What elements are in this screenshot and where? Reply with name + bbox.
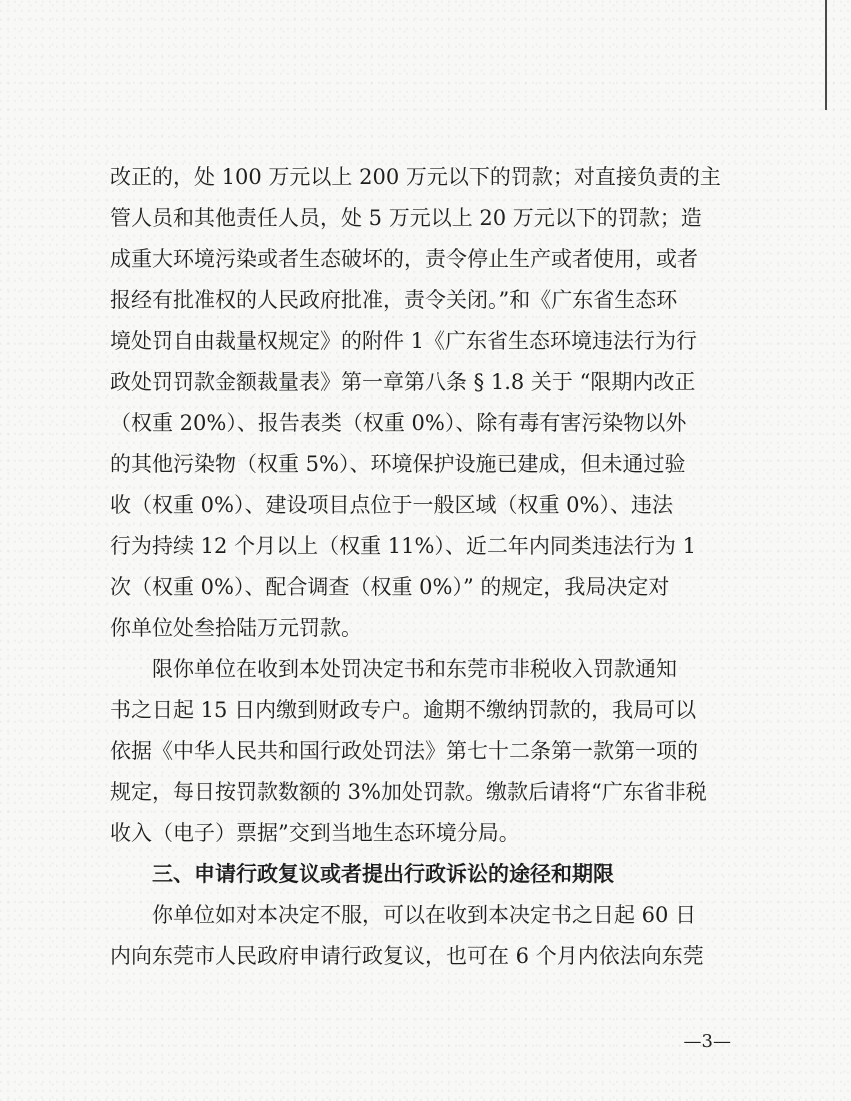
body-line-7: （权重 20%）、报告表类（权重 0%）、除有毒有害污染物以外 (110, 411, 687, 435)
body-line-4: 报经有批准权的人民政府批准，责令关闭。”和《广东省生态环 (110, 288, 678, 312)
body-line-10: 行为持续 12 个月以上（权重 11%）、近二年内同类违法行为 1 (110, 534, 696, 558)
final-line-2: 内向东莞市人民政府申请行政复议，也可在 6 个月内依法向东莞 (110, 944, 704, 968)
body-line-9: 收（权重 0%）、建设项目点位于一般区域（权重 0%）、违法 (110, 493, 673, 517)
body-line-16: 规定，每日按罚款数额的 3%加处罚款。缴款后请将“广东省非税 (110, 780, 707, 804)
body-line-11: 次（权重 0%）、配合调查（权重 0%）” 的规定，我局决定对 (110, 575, 670, 599)
body-line-13: 限你单位在收到本处罚决定书和东莞市非税收入罚款通知 (152, 657, 677, 681)
body-line-12: 你单位处叁拾陆万元罚款。 (110, 616, 362, 640)
body-line-3: 成重大环境污染或者生态破坏的，责令停止生产或者使用，或者 (110, 247, 698, 271)
section-heading: 三、申请行政复议或者提出行政诉讼的途径和期限 (152, 862, 614, 886)
final-line-1: 你单位如对本决定不服，可以在收到本决定书之日起 60 日 (152, 903, 697, 927)
body-line-1: 改正的，处 100 万元以上 200 万元以下的罚款；对直接负责的主 (110, 165, 721, 189)
body-line-2: 管人员和其他责任人员，处 5 万元以上 20 万元以下的罚款；造 (110, 206, 702, 230)
body-line-17: 收入（电子）票据”交到当地生态环境分局。 (110, 821, 520, 845)
page-number: —3— (683, 1031, 731, 1052)
body-line-6: 政处罚罚款金额裁量表》第一章第八条 § 1.8 关于 “限期内改正 (110, 370, 696, 394)
body-line-15: 依据《中华人民共和国行政处罚法》第七十二条第一款第一项的 (110, 739, 698, 763)
scan-edge-line (825, 0, 827, 110)
body-line-5: 境处罚自由裁量权规定》的附件 1《广东省生态环境违法行为行 (110, 329, 698, 353)
body-line-14: 书之日起 15 日内缴到财政专户。逾期不缴纳罚款的，我局可以 (110, 698, 697, 722)
body-line-8: 的其他污染物（权重 5%）、环境保护设施已建成，但未通过验 (110, 452, 686, 476)
